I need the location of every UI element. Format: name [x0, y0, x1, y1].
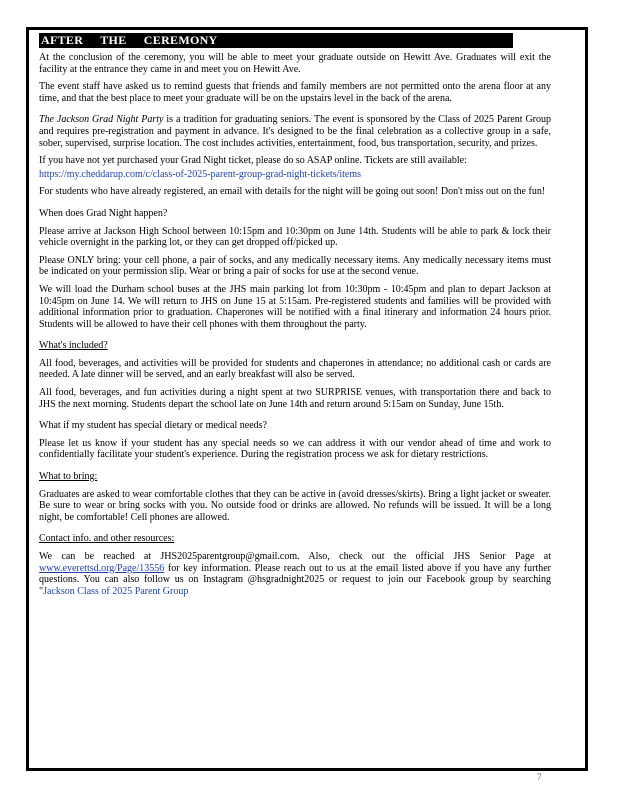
paragraph-grad-night-intro [39, 114, 551, 149]
document-body [39, 33, 551, 603]
heading-contact-text: Contact info. and other resources: [39, 533, 175, 545]
heading-when: When does Grad Night happen? [39, 207, 168, 219]
paragraph-surprise-venues: All food, beverages, and fun activities during a night spent at two SURPRISE venues, with transportation there and back to JHS the next morning. Students depart the school late on June 14th and return around 5:15am on Sunday, June 15th. [39, 387, 551, 410]
paragraph-arena-floor: The event staff have asked us to remind guests that friends and family members are not permitted onto the arena floor at any time, and that the best place to meet your graduate will be on the upstairs level in the back of the arena. [39, 81, 551, 104]
heading-included-text: What's included? [39, 340, 108, 352]
paragraph-buses: We will load the Durham school buses at the JHS main parking lot from 10:30pm - 10:45pm and plan to depart Jackson at 10:45pm on June 14. We will return to JHS on June 15 at 5:15am. Pre-registered students and families will be provided with additional information prior to graduation. Chaperones will be notified with a final itinerary and information 24 hours prior. Students will be allowed to have their cell phones with them throughout the party. [39, 283, 551, 330]
grad-night-name: The Jackson Grad Night Party [39, 114, 164, 126]
section-title: AFTER THE CEREMONY [39, 33, 513, 48]
paragraph-meet-outside: At the conclusion of the ceremony, you will be able to meet your graduate outside on Hewitt Ave. Graduates will exit the facility at the entrance they came in and meet you on Hewitt Ave. [39, 52, 551, 75]
paragraph-food-provided: All food, beverages, and activities will be provided for students and chaperones in attendance; no additional cash or cards are needed. A late dinner will be served, and an early breakfast will also be served. [39, 357, 551, 381]
heading-bring [39, 471, 551, 483]
grad-night-description: is a tradition for graduating seniors. The event is sponsored by the Class of 2025 Parent Group and requires pre-registration and payment in advance. It's designed to be the final celebration as a collective group in a safe, sober, supervised, surprise location. The cost includes activities, entertainment, food, bus transportation, security, and prizes. [39, 114, 551, 149]
heading-included [39, 340, 551, 352]
paragraph-bring: Graduates are asked to wear comfortable clothes that they can be active in (avoid dresses/skirts). Bring a light jacket or sweater. Be sure to wear or bring socks with you. No outside food or drinks are allowed. No refunds will be issued. It will be a long night, be comfortable! Cell phones are allowed. [39, 488, 551, 523]
paragraph-contact [39, 551, 551, 597]
paragraph-arrival: Please arrive at Jackson High School between 10:15pm and 10:30pm on June 14th. Students will be able to park & lock their vehicle overnight in the parking lot, or they can get dropped off/picked up. [39, 225, 551, 249]
page-number: 7 [537, 772, 542, 782]
contact-text-a: We can be reached at JHS2025parentgroup@gmail.com. Also, check out the official JHS Senior Page at [39, 551, 551, 562]
paragraph-tickets: If you have not yet purchased your Grad Night ticket, please do so ASAP online. Tickets are still available: [39, 155, 467, 167]
heading-bring-text: What to bring: [39, 471, 98, 483]
paragraph-registered-email: For students who have already registered, an email with details for the night will be going out soon! Don't miss out on the fun! [39, 186, 546, 198]
senior-page-link[interactable]: www.everettsd.org/Page/13556 [39, 562, 165, 574]
facebook-group-name: Jackson Class of 2025 Parent Group [43, 585, 189, 597]
paragraph-what-to-bring-only: Please ONLY bring: your cell phone, a pair of socks, and any medically necessary items. Any medically necessary items must be indicated on your permission slip. Wear or bring a pair of socks for use at the second venue. [39, 254, 551, 278]
heading-contact [39, 533, 551, 545]
heading-dietary: What if my student has special dietary or medical needs? [39, 420, 267, 432]
ticket-link[interactable]: https://my.cheddarup.com/c/class-of-2025-parent-group-grad-night-tickets/items [39, 168, 362, 180]
contact-text-b: for key information. Please reach out to us at the email listed above if you have any further questions. You can also follow us on Instagram @hsgradnight2025 or request to join our Facebook group by searching " [39, 562, 551, 597]
paragraph-dietary: Please let us know if your student has any special needs so we can address it with our vendor ahead of time and work to confidentially facilitate your student's experience. During the registration process we ask for dietary restrictions. [39, 437, 551, 461]
